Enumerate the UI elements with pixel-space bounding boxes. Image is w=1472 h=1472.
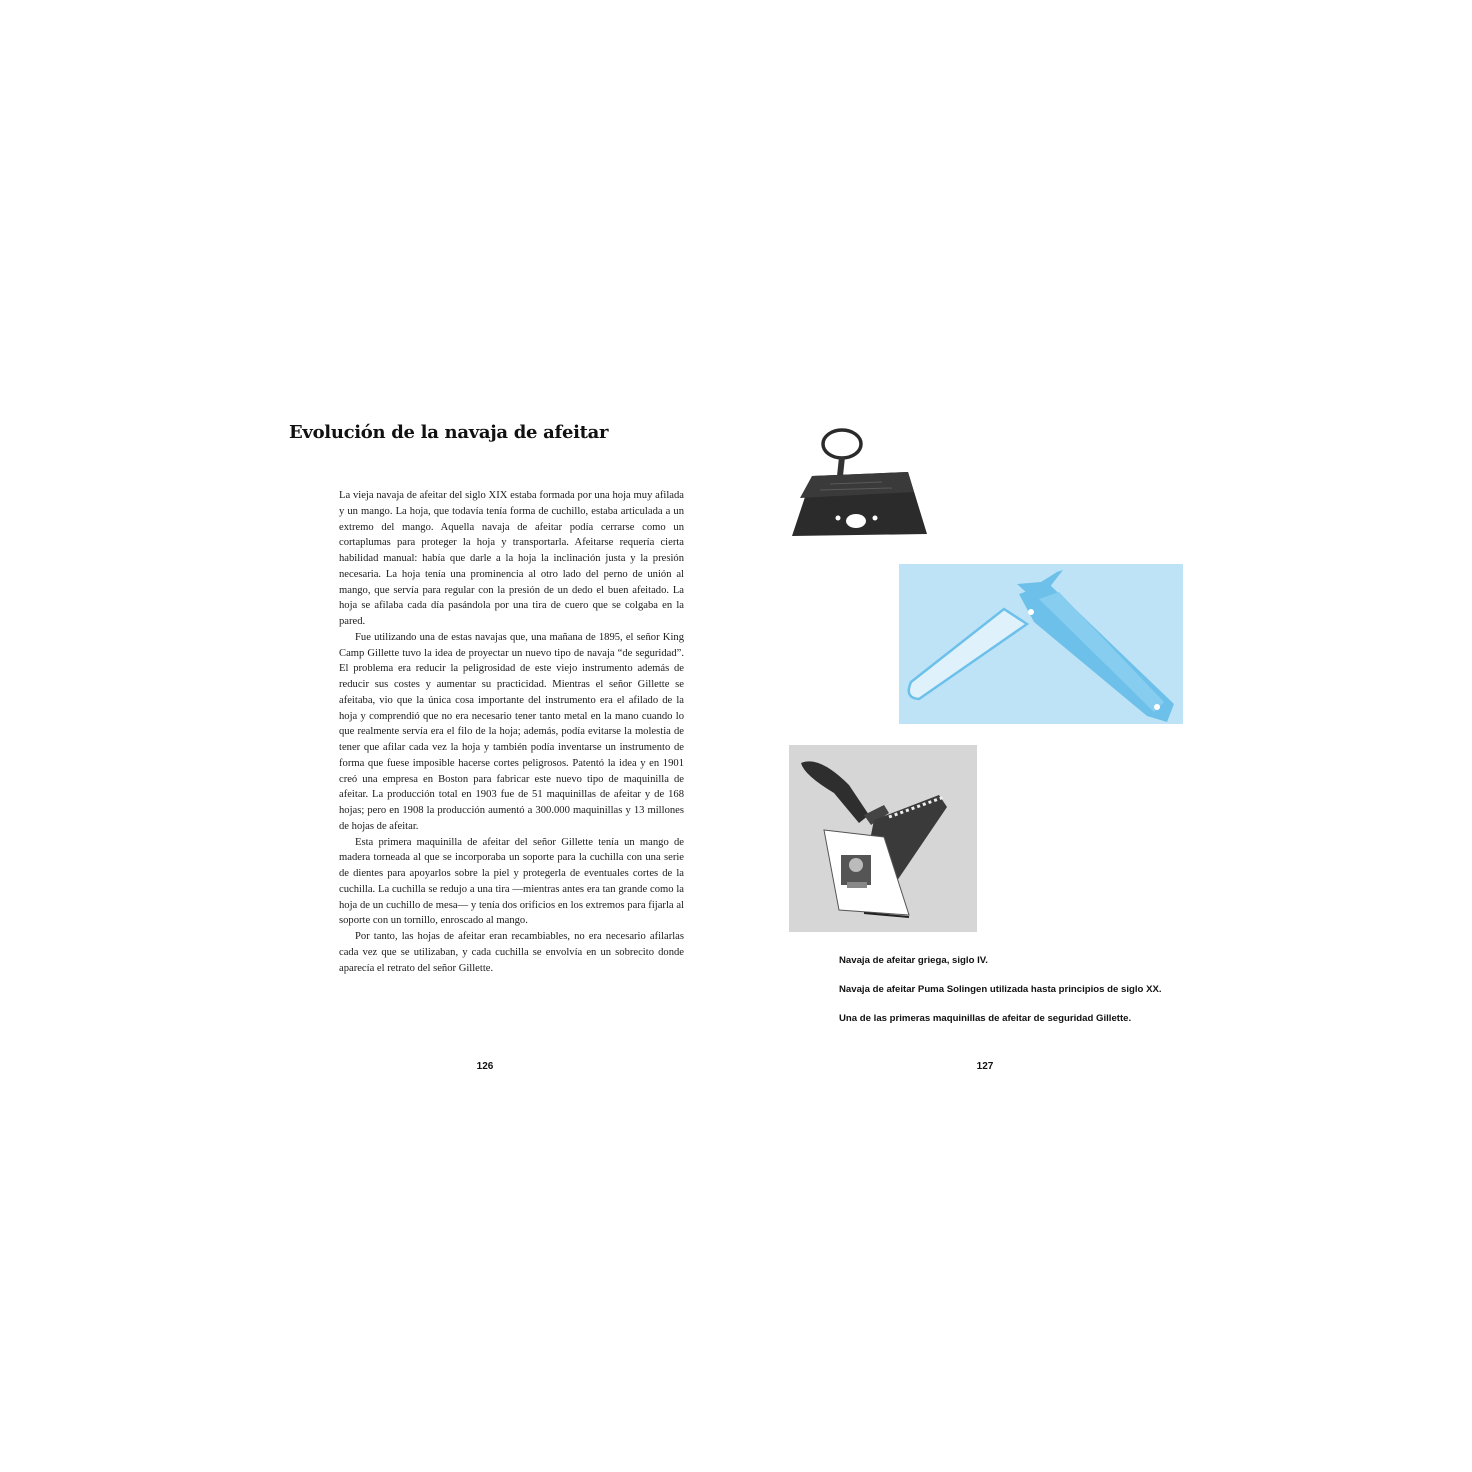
greek-razor-photo [790,426,930,538]
page-title: Evolución de la navaja de afeitar [289,422,609,443]
puma-solingen-razor-photo [899,564,1183,724]
paragraph: Por tanto, las hojas de afeitar eran recambiables, no era necesario afilarlas cada vez que se utilizaban, y cada cuchilla se envolvía en un sobrecito donde aparecía el retrato del señor Gillette. [339,931,684,974]
body-text [339,488,684,976]
gillette-safety-razor-photo [789,745,977,932]
page-number-right: 127 [976,1061,994,1072]
caption-greek-razor: Navaja de afeitar griega, siglo IV. [839,955,988,966]
paragraph: La vieja navaja de afeitar del siglo XIX estaba formada por una hoja muy afilada y un mango. La hoja, que todavía tenía forma de cuchillo, estaba articulada a un extremo del mango. Aquella navaja de afeitar podía cerrarse como un cortaplumas para proteger la hoja y transportarla. Afeitarse requería cierta habilidad manual: había que darle a la hoja la inclinación justa y la presión necesaria. La hoja tenía una prominencia al otro lado del perno de unión al mango, que servía para regular con la presión de un dedo el buen afeitado. La hoja se afilaba cada día pasándola por una tira de cuero que se colgaba en la pared. [339,490,684,627]
figure-captions [839,955,1219,1042]
paragraph: Esta primera maquinilla de afeitar del señor Gillette tenía un mango de madera torneada al que se incorporaba un soporte para la cuchilla con una serie de dientes para apoyarlos sobre la piel y protegerla de eventuales cortes de la cuchilla. La cuchilla se redujo a una tira —mientras antes era tan grande como la hoja de un cuchillo de mesa— y tenía dos orificios en los extremos para fijarla al soporte con un tornillo, enroscado al mango. [339,836,684,927]
paragraph: Fue utilizando una de estas navajas que, una mañana de 1895, el señor King Camp Gillette tuvo la idea de proyectar un nuevo tipo de navaja “de seguridad”. El problema era reducir la peligrosidad de este viejo instrumento además de reducir sus costes y aumentar su practicidad. Mientras el señor Gillette se afeitaba, vio que la única cosa importante del instrumento era el afilado de la hoja y comprendió que no era necesario tener tanto metal en la mano cuando lo que realmente servía era el filo de la hoja; además, podía evitarse la molestia de tener que afilar cada vez la hoja y también podía inventarse un instrumento de forma que fuese imposible hacerse cortes peligrosos. Patentó la idea y en 1901 creó una empresa en Boston para fabricar este nuevo tipo de maquinilla de afeitar. La producción total en 1903 fue de 51 maquinillas de afeitar y de 168 hojas; pero en 1908 la producción aumentó a 300.000 maquinillas y 13 millones de hojas de afeitar. [339,631,684,832]
caption-puma-razor: Navaja de afeitar Puma Solingen utilizada hasta principios de siglo XX. [839,984,1162,995]
page-number-left: 126 [476,1061,494,1072]
caption-gillette-razor: Una de las primeras maquinillas de afeitar de seguridad Gillette. [839,1013,1132,1024]
